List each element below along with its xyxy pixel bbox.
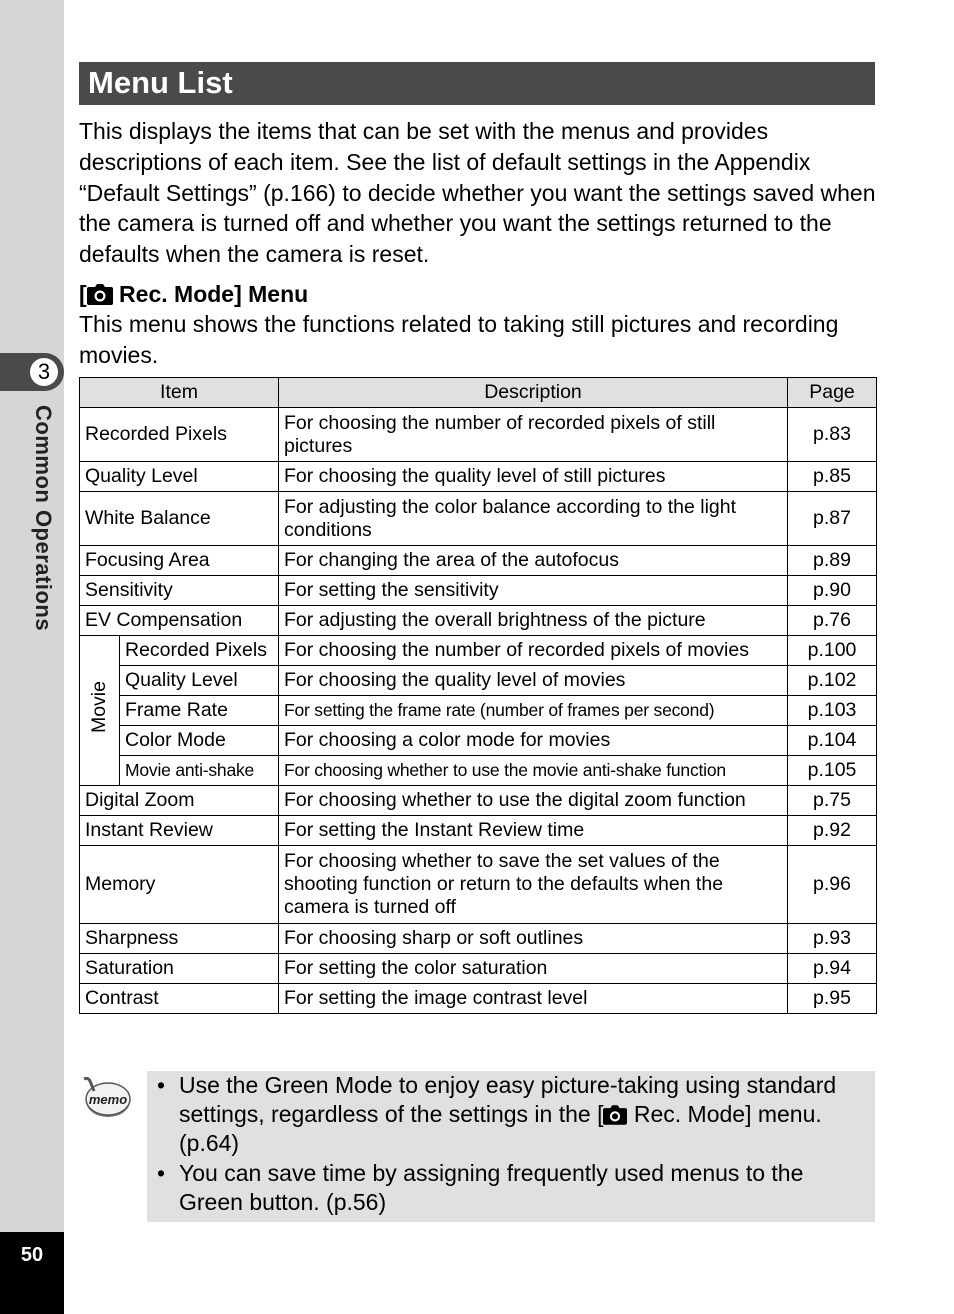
row-item: White Balance xyxy=(80,492,279,546)
heading-suffix: Rec. Mode] Menu xyxy=(112,281,309,307)
row-description: For setting the color saturation xyxy=(279,954,788,984)
row-description: For choosing the number of recorded pixels of movies xyxy=(279,636,788,666)
row-item: Quality Level xyxy=(80,462,279,492)
table-row xyxy=(80,816,877,846)
table-row xyxy=(80,984,877,1014)
row-description: For setting the Instant Review time xyxy=(279,816,788,846)
row-description: For setting the image contrast level xyxy=(279,984,788,1014)
row-page: p.90 xyxy=(788,576,877,606)
table-row xyxy=(80,696,877,726)
header-description: Description xyxy=(279,378,788,408)
memo-item xyxy=(157,1159,872,1217)
row-description: For choosing sharp or soft outlines xyxy=(279,924,788,954)
row-description: For adjusting the overall brightness of the picture xyxy=(279,606,788,636)
row-description: For adjusting the color balance according to the light conditions xyxy=(279,492,788,546)
memo-text: You can save time by assigning frequently used menus to the Green button. (p.56) xyxy=(179,1160,804,1215)
row-description: For choosing whether to use the digital zoom function xyxy=(279,786,788,816)
bullet: • xyxy=(157,1160,166,1186)
table-row xyxy=(80,726,877,756)
row-page: p.102 xyxy=(788,666,877,696)
section-heading xyxy=(79,279,308,309)
row-item: Frame Rate xyxy=(120,696,279,726)
row-item: Saturation xyxy=(80,954,279,984)
row-item: Recorded Pixels xyxy=(120,636,279,666)
row-page: p.76 xyxy=(788,606,877,636)
movie-group-cell xyxy=(80,636,120,786)
row-page: p.93 xyxy=(788,924,877,954)
table-row xyxy=(80,954,877,984)
table-header-row xyxy=(80,378,877,408)
row-description: For choosing whether to save the set values of the shooting function or return to the defaults when the camera is turned off xyxy=(279,846,788,924)
memo-icon-label: memo xyxy=(88,1092,128,1107)
memo-text: Use the Green Mode to enjoy easy picture-taking using standard settings, regardless of the settings in the [ xyxy=(179,1072,837,1127)
row-description: For setting the frame rate (number of frames per second) xyxy=(279,696,788,726)
row-page: p.100 xyxy=(788,636,877,666)
movie-group-label: Movie xyxy=(88,681,110,734)
table-row xyxy=(80,492,877,546)
memo-icon xyxy=(80,1075,132,1121)
row-page: p.104 xyxy=(788,726,877,756)
row-item: Instant Review xyxy=(80,816,279,846)
row-page: p.75 xyxy=(788,786,877,816)
row-description: For choosing a color mode for movies xyxy=(279,726,788,756)
row-description: For setting the sensitivity xyxy=(279,576,788,606)
row-description: For choosing the quality level of still pictures xyxy=(279,462,788,492)
page-number: 50 xyxy=(20,1244,44,1266)
table-row xyxy=(80,546,877,576)
intro-text: This displays the items that can be set with the menus and provides descriptions of each item. See the list of default settings in the Appendix “Default Settings” (p.166) to decide whether you want the settings saved when the camera is turned off and whether you want the settings returned to the defaults when the camera is reset. xyxy=(79,118,876,268)
table-row xyxy=(80,462,877,492)
table-row xyxy=(80,408,877,462)
memo-list xyxy=(157,1071,872,1218)
row-description: For choosing the number of recorded pixels of still pictures xyxy=(279,408,788,462)
page-title: Menu List xyxy=(88,65,233,100)
heading-prefix: [ xyxy=(79,281,87,307)
row-page: p.105 xyxy=(788,756,877,786)
table-row xyxy=(80,636,877,666)
row-page: p.96 xyxy=(788,846,877,924)
row-description: For changing the area of the autofocus xyxy=(279,546,788,576)
header-item: Item xyxy=(80,378,279,408)
row-page: p.95 xyxy=(788,984,877,1014)
camera-icon xyxy=(603,1105,627,1125)
table-row xyxy=(80,924,877,954)
row-page: p.89 xyxy=(788,546,877,576)
row-item: Color Mode xyxy=(120,726,279,756)
bullet: • xyxy=(157,1072,166,1098)
title-bar xyxy=(79,62,875,105)
section-text: This menu shows the functions related to taking still pictures and recording movies. xyxy=(79,311,839,368)
camera-icon xyxy=(87,284,113,305)
row-item: Focusing Area xyxy=(80,546,279,576)
chapter-title: Common Operations xyxy=(31,405,56,632)
row-item: Memory xyxy=(80,846,279,924)
row-item: Movie anti-shake xyxy=(120,756,279,786)
row-description: For choosing the quality level of movies xyxy=(279,666,788,696)
row-page: p.85 xyxy=(788,462,877,492)
chapter-number: 3 xyxy=(28,356,60,388)
row-page: p.87 xyxy=(788,492,877,546)
row-page: p.94 xyxy=(788,954,877,984)
row-item: Contrast xyxy=(80,984,279,1014)
row-page: p.83 xyxy=(788,408,877,462)
memo-text: Rec. Mode] menu. (p.64) xyxy=(179,1101,822,1156)
row-item: Sensitivity xyxy=(80,576,279,606)
row-page: p.103 xyxy=(788,696,877,726)
table-row xyxy=(80,666,877,696)
memo-item xyxy=(157,1071,872,1158)
table-row xyxy=(80,846,877,924)
table-row xyxy=(80,606,877,636)
table-row xyxy=(80,786,877,816)
row-item: Recorded Pixels xyxy=(80,408,279,462)
row-item: EV Compensation xyxy=(80,606,279,636)
table-row xyxy=(80,576,877,606)
header-page: Page xyxy=(788,378,877,408)
row-item: Digital Zoom xyxy=(80,786,279,816)
row-page: p.92 xyxy=(788,816,877,846)
menu-table xyxy=(79,377,877,1014)
table-row xyxy=(80,756,877,786)
side-band xyxy=(0,0,64,1314)
row-description: For choosing whether to use the movie anti-shake function xyxy=(279,756,788,786)
row-item: Quality Level xyxy=(120,666,279,696)
row-item: Sharpness xyxy=(80,924,279,954)
